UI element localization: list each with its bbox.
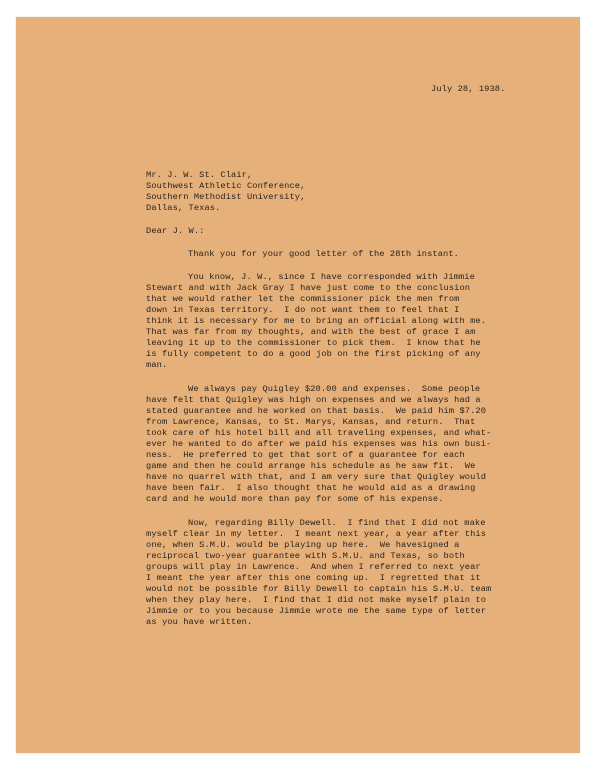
text-line: one, when S.M.U. would be playing up here. We havesigned a bbox=[146, 540, 460, 550]
text-line: That was far from my thoughts, and with the best of grace I am bbox=[146, 327, 476, 337]
address-line: Dallas, Texas. bbox=[146, 203, 221, 213]
text-line: stated guarantee and he worked on that basis. We paid him $7.20 bbox=[146, 406, 487, 416]
text-line: down in Texas territory. I do not want them to feel that I bbox=[146, 305, 460, 315]
text-line: is fully competent to do a good job on the first picking of any bbox=[146, 349, 481, 359]
text-line: game and then he could arrange his schedule as he saw fit. We bbox=[146, 461, 476, 471]
text-line: Jimmie or to you because Jimmie wrote me the same type of letter bbox=[146, 606, 487, 616]
text-line: have been fair. I also thought that he would aid as a drawing bbox=[146, 483, 476, 493]
address-line: Southern Methodist University, bbox=[146, 192, 306, 202]
text-line: I meant the year after this one coming up. I regretted that it bbox=[146, 573, 481, 583]
text-line: groups will play in Lawrence. And when I referred to next year bbox=[146, 562, 481, 572]
salutation: Dear J. W.: bbox=[146, 226, 205, 236]
text-line: from Lawrence, Kansas, to St. Marys, Kansas, and return. That bbox=[146, 417, 476, 427]
text-line: ness. He preferred to get that sort of a guarantee for each bbox=[146, 450, 465, 460]
address-line: Southwest Athletic Conference, bbox=[146, 181, 306, 191]
text-line: took care of his hotel bill and all traveling expenses, and what- bbox=[146, 428, 492, 438]
text-line: that we would rather let the commissioner pick the men from bbox=[146, 294, 460, 304]
text-line: You know, J. W., since I have corresponded with Jimmie bbox=[188, 272, 475, 282]
text-line: Now, regarding Billy Dewell. I find that I did not make bbox=[188, 518, 486, 528]
text-line: Stewart and with Jack Gray I have just come to the conclusion bbox=[146, 283, 471, 293]
text-line: as you have written. bbox=[146, 617, 253, 627]
text-line: have felt that Quigley was high on expenses and we always had a bbox=[146, 395, 481, 405]
text-line: leaving it up to the commissioner to pick them. I know that he bbox=[146, 338, 481, 348]
text-line: would not be possible for Billy Dewell to captain his S.M.U. team bbox=[146, 584, 492, 594]
text-line: We always pay Quigley $20.00 and expenses. Some people bbox=[188, 384, 481, 394]
text-line: think it is necessary for me to bring an official along with me. bbox=[146, 316, 487, 326]
text-line: ever he wanted to do after we paid his expenses was his own busi- bbox=[146, 439, 492, 449]
text-line: have no quarrel with that, and I am very sure that Quigley would bbox=[146, 472, 487, 482]
letter-date: July 28, 1938. bbox=[431, 84, 506, 94]
text-line: reciprocal two-year guarantee with S.M.U. and Texas, so both bbox=[146, 551, 465, 561]
text-line: card and he would more than pay for some of his expense. bbox=[146, 494, 444, 504]
text-line: Thank you for your good letter of the 28th instant. bbox=[188, 249, 459, 259]
text-line: myself clear in my letter. I meant next year, a year after this bbox=[146, 529, 487, 539]
address-line: Mr. J. W. St. Clair, bbox=[146, 170, 253, 180]
text-line: man. bbox=[146, 360, 168, 370]
text-line: when they play here. I find that I did not make myself plain to bbox=[146, 595, 487, 605]
